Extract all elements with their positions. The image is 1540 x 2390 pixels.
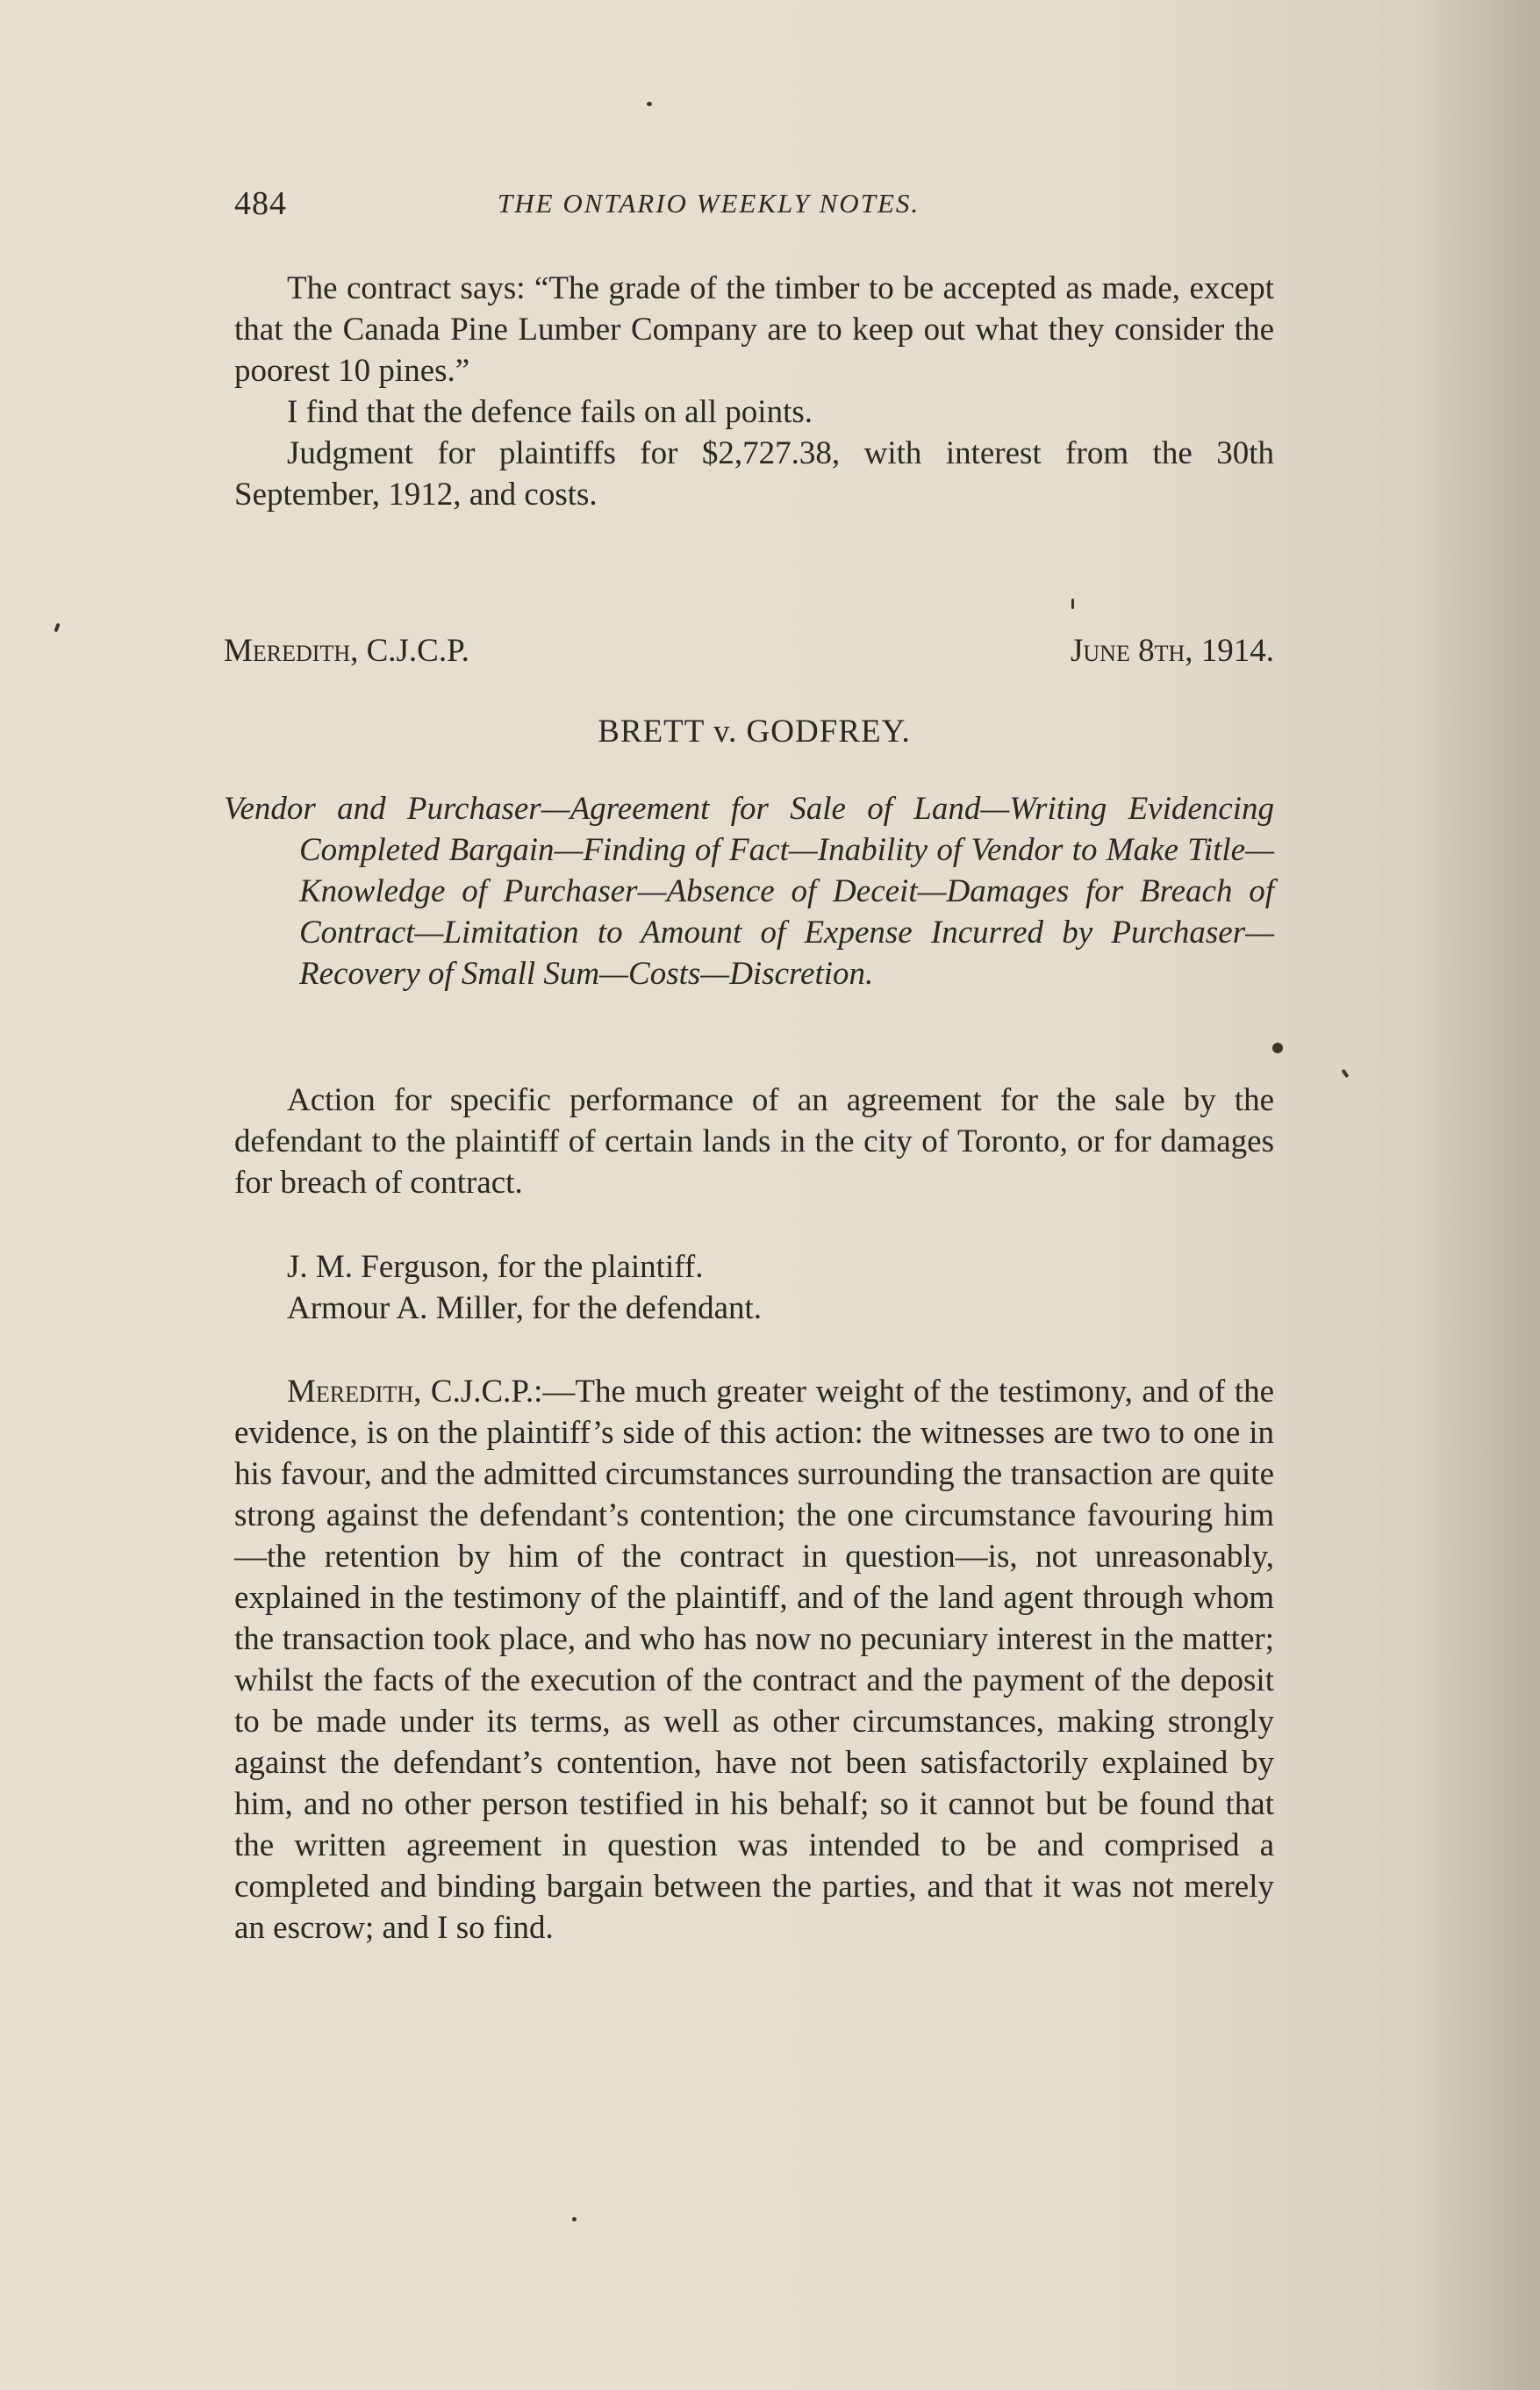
headnote-text: Vendor and Purchaser—Agreement for Sale of Land—Writing Evidencing Completed Bargain—Finding of Fact—Inability of Vendor to Make Title—Knowledge of Purchaser—Absence of Deceit—Damages for Breach of Contract—Limitation to Amount of Expense Incurred by Purchaser—Recovery of Small Sum—Costs—Discretion. xyxy=(224,791,1274,992)
decision-date: June 8th, 1914. xyxy=(1071,633,1274,669)
judgment-body xyxy=(234,1371,1274,1949)
ink-speck xyxy=(54,623,60,633)
judge-name: Meredith, C.J.C.P. xyxy=(224,633,469,669)
finding-paragraph: I find that the defence fails on all points. xyxy=(287,394,813,430)
opinion-text: :—The much greater weight of the testimony, and of the evidence, is on the plaintiff’s side of this action: the witnesses are two to one in his favour, and the admitted circumstances surrounding the transaction are quite strong against the defendant’s contention; the one circumstance favouring him—the retention by him of the contract in question—is, not unreasonably, explained in the testimony of the plaintiff, and of the land agent through whom the transaction took place, and who has now no pecuniary interest in the matter; whilst the facts of the execution of the contract and the payment of the deposit to be made under its terms, as well as other circumstances, making strongly against the defendant’s contention, have not been satisfactorily explained by him, and no other person testified in his behalf; so it cannot but be found that the written agreement in question was intended to be and comprised a completed and binding bargain between the parties, and that it was not merely an escrow; and I so find. xyxy=(234,1374,1274,1946)
case-title: BRETT v. GODFREY. xyxy=(598,714,911,750)
ink-speck xyxy=(572,2217,577,2221)
ink-speck xyxy=(1071,599,1074,609)
ink-speck xyxy=(647,102,652,106)
action-summary xyxy=(234,1080,1274,1203)
counsel-list xyxy=(234,1246,1274,1329)
judgment-paragraph: Judgment for plaintiffs for $2,727.38, with interest from the 30th September, 1912, and costs. xyxy=(234,435,1274,513)
page-header xyxy=(234,184,1274,237)
action-paragraph: Action for specific performance of an agreement for the sale by the defendant to the plaintiff of certain lands in the city of Toronto, or for damages for breach of contract. xyxy=(234,1082,1274,1201)
page-number: 484 xyxy=(234,185,287,222)
contract-quote-paragraph: The contract says: “The grade of the timber to be accepted as made, except that the Canada Pine Lumber Company are to keep out what they consider the poorest 10 pines.” xyxy=(234,270,1274,389)
headnote xyxy=(224,788,1274,994)
opinion-judge-name: Meredith, C.J.C.P. xyxy=(287,1374,534,1410)
plaintiff-counsel: J. M. Ferguson, for the plaintiff. xyxy=(287,1249,704,1285)
court-date-line xyxy=(224,632,1274,676)
ink-speck xyxy=(1272,1043,1283,1053)
judgment-opinion-paragraph xyxy=(234,1371,1274,1949)
defendant-counsel: Armour A. Miller, for the defendant. xyxy=(287,1290,763,1326)
running-title: THE ONTARIO WEEKLY NOTES. xyxy=(498,188,920,219)
previous-case-conclusion xyxy=(234,268,1274,515)
ink-speck xyxy=(1341,1069,1349,1078)
